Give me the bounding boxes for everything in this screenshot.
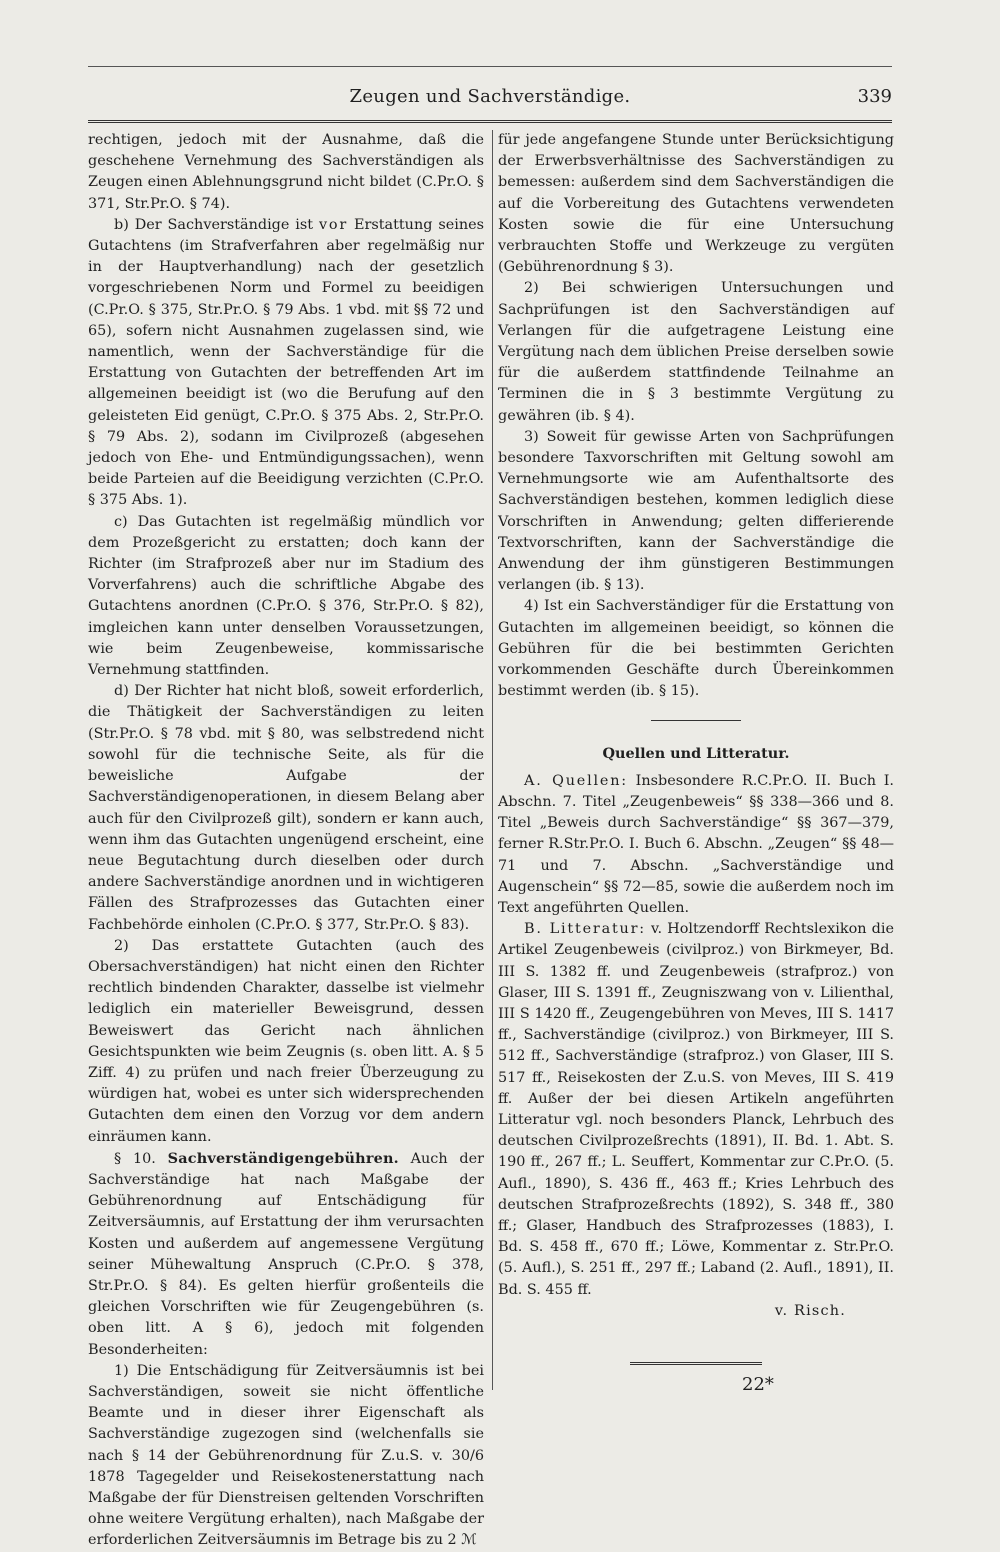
section-separator xyxy=(651,720,741,721)
paragraph: c) Das Gutachten ist regelmäßig mündlich vor dem Prozeßgericht zu erstatten; doch kann der Richter (im Strafprozeß aber nur im Stadium des Vorverfahrens) auch die schriftliche Abgabe des Gutachtens anordnen (C.Pr.O. § 376, Str.Pr.O. § 82), imgleichen kann unter denselben Voraussetzungen, wie beim Zeugenbeweise, kommissarische Vernehmung stattfinden. xyxy=(88,513,484,679)
sources-heading: Quellen und Litteratur. xyxy=(602,745,790,763)
section-paragraph: § 10. Sachverständigengebühren. Auch der Sachverständige hat nach Maßgabe der Gebührenordnung auf Entschädigung für Zeitversäumnis, auf Erstattung der ihm verursachten Kosten und außerdem auf angemessene Vergütung seiner Mühewaltung Anspruch (C.Pr.O. § 378, Str.Pr.O. § 84). Es gelten hierfür großenteils die gleichen Vorschriften wie für Zeugengebühren (s. oben litt. A § 6), jedoch mit folgenden Besonderheiten: xyxy=(88,1149,484,1358)
paragraph: 4) Ist ein Sachverständiger für die Erstattung von Gutachten im allgemeinen beeidigt, so können die Gebühren für die bei bestimmten Gerichten vorkommenden Geschäfte durch Übereinkommen bestimmt werden (ib. § 15). xyxy=(498,598,894,700)
column-divider xyxy=(492,130,493,1390)
paragraph: 2) Bei schwierigen Untersuchungen und Sachprüfungen ist den Sachverständigen auf Verlangen für die aufgetragene Leistung eine Vergütung nach dem üblichen Preise derselben sowie für die außerdem stattfindende Teilnahme an Terminen die in § 3 bestimmte Vergütung zu gewähren (ib. § 4). xyxy=(498,280,894,424)
paragraph: für jede angefangene Stunde unter Berücksichtigung der Erwerbsverhältnisse des Sachverständigen zu bemessen: außerdem sind dem Sachverständigen die auf die Vorbereitung des Gutachtens verwendeten Kosten sowie die für eine Untersuchung verbrauchten Stoffe und Werkzeuge zu vergüten (Gebührenordnung § 3). xyxy=(498,132,894,276)
header-title: Zeugen und Sachverständige. xyxy=(349,86,631,107)
paragraph: 1) Die Entschädigung für Zeitversäumnis ist bei Sachverständigen, soweit sie nicht öffentliche Beamte und in dieser ihrer Eigenschaft als Sachverständige zugezogen sind (welchenfalls sie nach § 14 der Gebührenordnung für Z.u.S. v. 30/6 1878 Tagegelder und Reisekostenerstattung nach Maßgabe der für Dienstreisen geltenden Vorschriften ohne weitere Vergütung erhalten), nach Maßgabe der erforderlichen Zeitversäumnis im Betrage bis zu 2 ℳ xyxy=(88,1362,484,1549)
top-rule xyxy=(88,66,892,67)
sources-b: B. Litteratur: v. Holtzendorff Rechtslexikon die Artikel Zeugenbeweis (civilproz.) von Birkmeyer, Bd. III S. 1382 ff. und Zeugenbeweis (strafproz.) von Glaser, III S. 1391 ff., Zeugniszwang von v. Lilienthal, III S 1420 ff., Zeugengebühren von Meves, III S. 1417 ff., Sachverständige (civilproz.) von Birkmeyer, III S. 512 ff., Sachverständige (strafproz.) von Glaser, III S. 517 ff., Reisekosten der Z.u.S. von Meves, III S. 419 ff. Außer der bei diesen Artikeln angeführten Litteratur vgl. noch besonders Planck, Lehrbuch des deutschen Civilprozeßrechts (1891), II. Bd. 1. Abt. S. 190 ff., 267 ff.; L. Seuffert, Kommentar zur C.Pr.O. (5. Aufl., 1890), S. 436 ff., 463 ff.; Kries Lehrbuch des deutschen Strafprozeßrechts (1892), S. 348 ff., 380 ff.; Glaser, Handbuch des Strafprozesses (1883), I. Bd. S. 458 ff., 670 ff.; Löwe, Kommentar z. Str.Pr.O. (5. Aufl.), S. 251 ff., 297 ff.; Laband (2. Aufl., 1891), II. Bd. S. 455 ff. xyxy=(498,921,894,1298)
emphasis: vor xyxy=(319,216,349,233)
page-number: 339 xyxy=(857,86,892,107)
paragraph: 3) Soweit für gewisse Arten von Sachprüfungen besondere Taxvorschriften mit Geltung sowohl am Vernehmungsorte wie am Aufenthaltsorte des Sachverständigen bestehen, kommen lediglich diese Vorschriften in Anwendung; gelten differierende Textvorschriften, kann der Sachverständige die Anwendung der ihm günstigeren Bestimmungen verlangen (ib. § 13). xyxy=(498,428,894,594)
left-column xyxy=(88,130,484,1552)
signature-mark: 22* xyxy=(742,1374,774,1395)
paragraph: b) Der Sachverständige ist vor Erstattung seines Gutachtens (im Strafverfahren aber regelmäßig nur in der Hauptverhandlung) nach der gesetzlich vorgeschriebenen Norm und Formel zu beeidigen (C.Pr.O. § 375, Str.Pr.O. § 79 Abs. 1 vbd. mit §§ 72 und 65), sofern nicht Ausnahmen zugelassen sind, wie namentlich, wenn der Sachverständige für die Erstattung von Gutachten der betreffenden Art im allgemeinen beeidigt ist (wo die Berufung auf den geleisteten Eid genügt, C.Pr.O. § 375 Abs. 2, Str.Pr.O. § 79 Abs. 2), sodann im Civilprozeß (abgesehen jedoch von Ehe- und Entmündigungssachen), wenn beide Parteien auf die Beeidigung verzichten (C.Pr.O. § 375 Abs. 1). xyxy=(88,216,485,509)
paragraph: rechtigen, jedoch mit der Ausnahme, daß die geschehene Vernehmung des Sachverständigen als Zeugen einen Ablehnungsgrund nicht bildet (C.Pr.O. § 371, Str.Pr.O. § 74). xyxy=(88,132,484,212)
sources-a: A. Quellen: Insbesondere R.C.Pr.O. II. Buch I. Abschn. 7. Titel „Zeugenbeweis“ §§ 338—366 und 8. Titel „Beweis durch Sachverständige“ §§ 367—379, ferner R.Str.Pr.O. I. Buch 6. Abschn. „Zeugen“ §§ 48—71 und 7. Abschn. „Sachverständige und Augenschein“ §§ 72—85, sowie die außerdem noch im Text angeführten Quellen. xyxy=(498,772,895,916)
right-column xyxy=(498,130,894,1365)
paragraph: d) Der Richter hat nicht bloß, soweit erforderlich, die Thätigkeit der Sachverständigen zu leiten (Str.Pr.O. § 78 vbd. mit § 80, was selbstredend nicht sowohl für die technische Seite, als für die beweisliche Aufgabe der Sachverständigenoperationen, in diesem Belang aber auch für den Civilprozeß gilt), sondern er kann auch, wenn ihm das Gutachten ungenügend erscheint, eine neue Begutachtung durch dieselben oder durch andere Sachverständige anordnen und in wichtigeren Fällen des Strafprozesses das Gutachten einer Fachbehörde einholen (C.Pr.O. § 377, Str.Pr.O. § 83). xyxy=(88,683,484,933)
header-rule xyxy=(88,120,892,123)
section-heading: Sachverständigengebühren. xyxy=(167,1149,399,1167)
paragraph: 2) Das erstattete Gutachten (auch des Obersachverständigen) hat nicht einen den Richter rechtlich bindenden Charakter, dasselbe ist vielmehr lediglich ein materieller Beweisgrund, dessen Beweiswert das Gericht nach ähnlichen Gesichtspunkten wie beim Zeugnis (s. oben litt. A. § 5 Ziff. 4) zu prüfen und nach freier Überzeugung zu würdigen hat, wobei es unter sich widersprechenden Gutachten dem einen den Vorzug vor dem andern einräumen kann. xyxy=(88,937,484,1145)
end-rule xyxy=(630,1362,762,1365)
running-header xyxy=(88,86,892,110)
author-signature: v. Risch. xyxy=(774,1302,846,1319)
